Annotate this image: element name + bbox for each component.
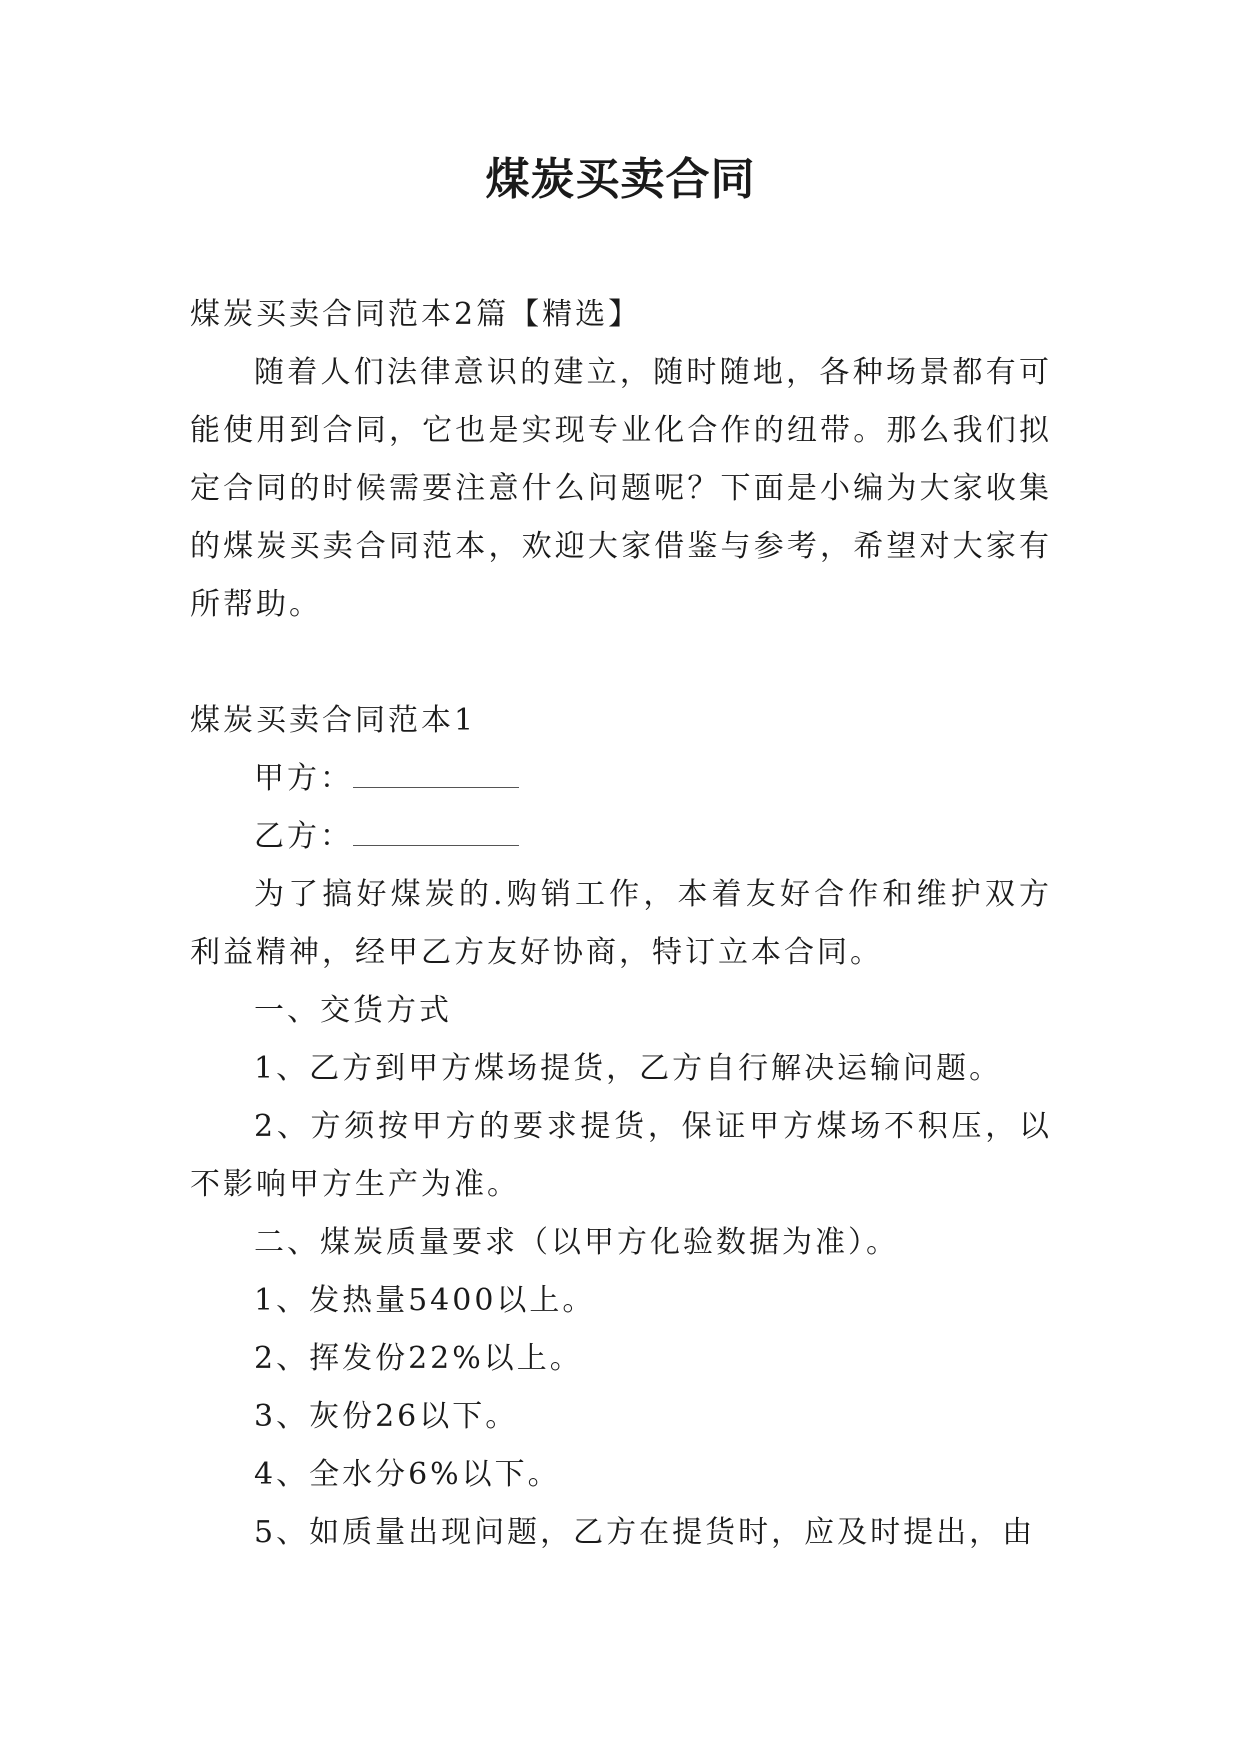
- clause-item: 5、如质量出现问题，乙方在提货时，应及时提出，由: [254, 1515, 1036, 1550]
- document-title: 煤炭买卖合同: [485, 154, 756, 205]
- clause-item: 2、挥发份22%以上。: [254, 1341, 583, 1376]
- clause-heading: 二、煤炭质量要求（以甲方化验数据为准）。: [254, 1225, 899, 1260]
- clause-item: 1、发热量5400以上。: [254, 1283, 596, 1318]
- clause-item: 2、方须按甲方的要求提货，保证甲方煤场不积压，以不影响甲方生产为准。: [190, 1109, 1052, 1202]
- party-b-line: [190, 808, 1052, 866]
- clause-item: 4、全水分6%以下。: [254, 1457, 561, 1492]
- clause-heading: 一、交货方式: [254, 993, 452, 1028]
- purpose-paragraph: 为了搞好煤炭的.购销工作，本着友好合作和维护双方利益精神，经甲乙方友好协商，特订立本合同。: [190, 877, 1052, 970]
- section-title: 煤炭买卖合同范本1: [190, 703, 477, 738]
- document-body: [190, 286, 1052, 1562]
- party-a-blank: [353, 765, 519, 788]
- party-a-label: 甲方：: [254, 761, 353, 796]
- clause-item: 1、乙方到甲方煤场提货，乙方自行解决运输问题。: [254, 1051, 1003, 1086]
- intro-paragraph: 随着人们法律意识的建立，随时随地，各种场景都有可能使用到合同，它也是实现专业化合作的纽带。那么我们拟定合同的时候需要注意什么问题呢？下面是小编为大家收集的煤炭买卖合同范本，欢迎大家借鉴与参考，希望对大家有所帮助。: [190, 355, 1052, 622]
- paragraph-spacer: [190, 634, 1052, 692]
- party-b-blank: [353, 823, 519, 846]
- party-a-line: [190, 750, 1052, 808]
- document-subtitle: 煤炭买卖合同范本2篇【精选】: [190, 297, 642, 332]
- clause-item: 3、灰份26以下。: [254, 1399, 519, 1434]
- party-b-label: 乙方：: [254, 819, 353, 854]
